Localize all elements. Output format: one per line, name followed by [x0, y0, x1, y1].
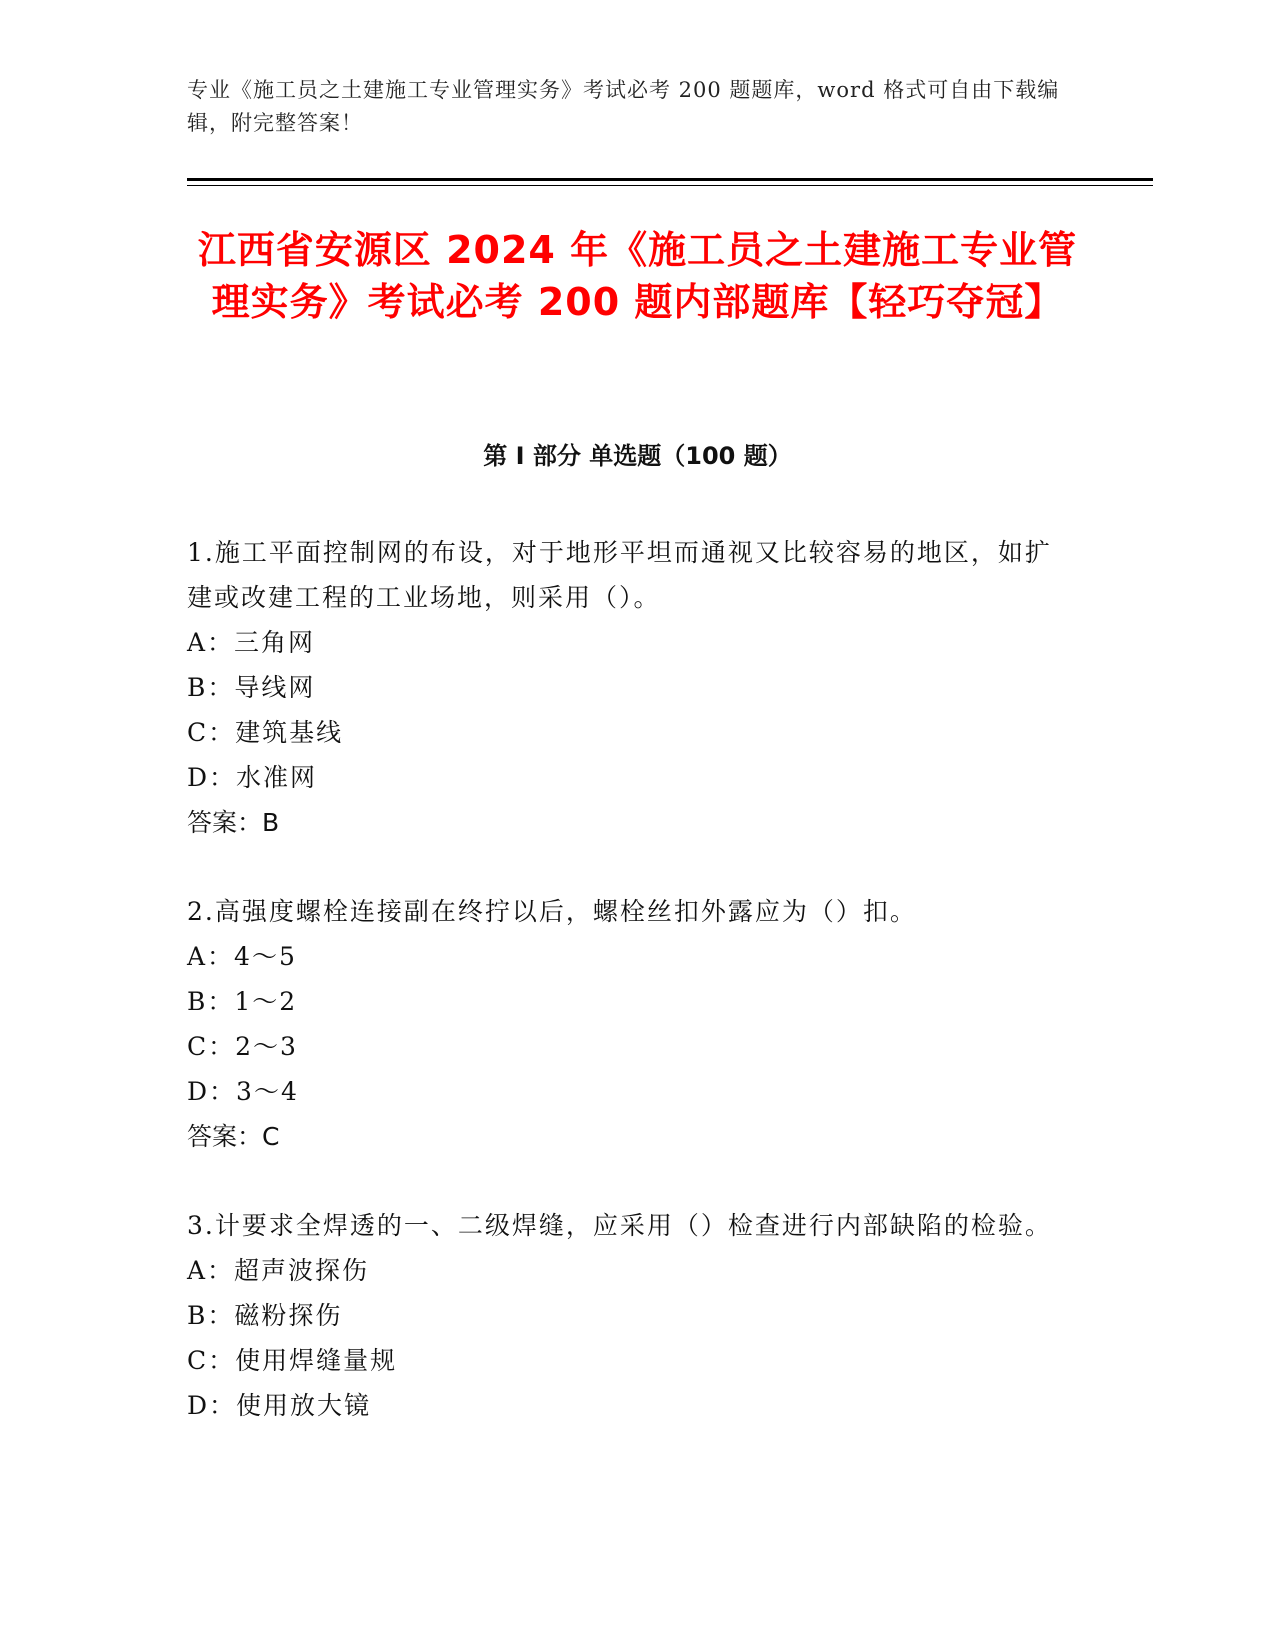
option-c: C：2～3 — [187, 1032, 298, 1061]
question-2 — [187, 889, 1067, 1159]
option-a: A：三角网 — [187, 628, 316, 657]
header-rule-thin — [187, 185, 1153, 186]
option-b: B：导线网 — [187, 673, 316, 702]
answer: 答案：B — [187, 808, 280, 837]
section-title: 第 I 部分 单选题（100 题） — [483, 442, 792, 470]
question-list — [187, 530, 1067, 1472]
question-stem: 2.高强度螺栓连接副在终拧以后，螺栓丝扣外露应为（）扣。 — [187, 897, 917, 926]
option-a: A：超声波探伤 — [187, 1256, 370, 1285]
option-c: C：使用焊缝量规 — [187, 1346, 398, 1375]
question-stem: 3.计要求全焊透的一、二级焊缝，应采用（）检查进行内部缺陷的检验。 — [187, 1211, 1052, 1240]
option-b: B：1～2 — [187, 987, 298, 1016]
option-a: A：4～5 — [187, 942, 297, 971]
option-d: D：水准网 — [187, 763, 318, 792]
option-d: D：使用放大镜 — [187, 1391, 372, 1420]
question-stem: 1.施工平面控制网的布设，对于地形平坦而通视又比较容易的地区，如扩建或改建工程的工业场地，则采用（）。 — [187, 538, 1052, 612]
option-d: D：3～4 — [187, 1077, 299, 1106]
question-3 — [187, 1203, 1067, 1428]
answer: 答案：C — [187, 1122, 280, 1151]
header-rule-thick — [187, 178, 1153, 181]
document-title: 江西省安源区 2024 年《施工员之土建施工专业管理实务》考试必考 200 题内部题库【轻巧夺冠】 — [197, 228, 1078, 324]
option-c: C：建筑基线 — [187, 718, 344, 747]
option-b: B：磁粉探伤 — [187, 1301, 343, 1330]
question-1 — [187, 530, 1067, 845]
header-note: 专业《施工员之土建施工专业管理实务》考试必考 200 题题库，word 格式可自由下载编辑，附完整答案！ — [187, 78, 1060, 135]
